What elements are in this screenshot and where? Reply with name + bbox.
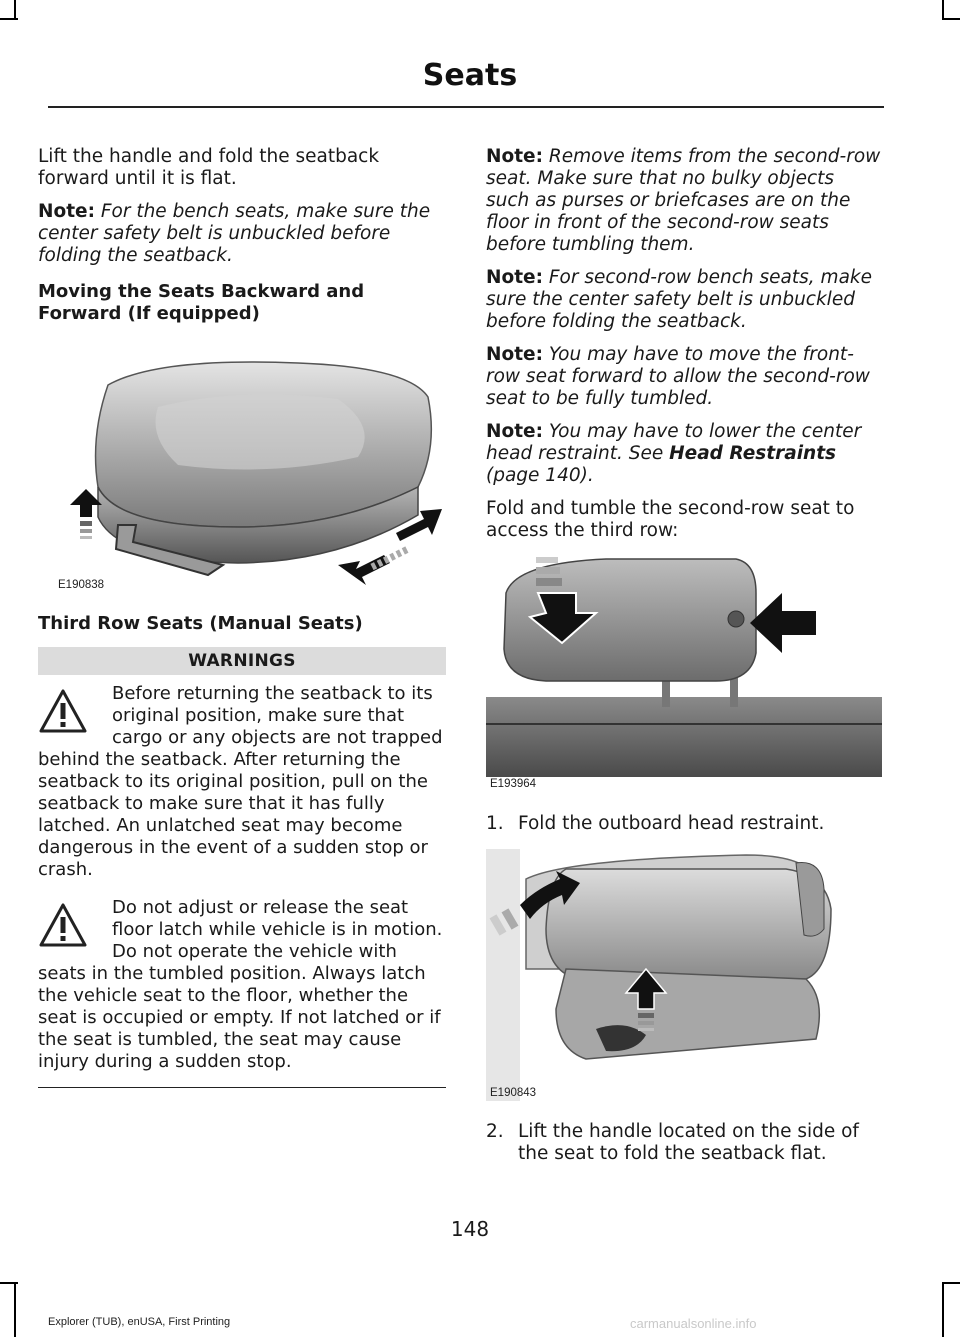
step-text: Fold the outboard head restraint. — [518, 813, 825, 834]
note-paragraph — [38, 201, 446, 267]
note-label: Note: — [486, 267, 543, 288]
watermark: carmanualsonline.info — [630, 1316, 757, 1331]
step-item — [486, 813, 882, 835]
step-number: 2. — [486, 1121, 504, 1142]
figure-code: E190843 — [490, 1087, 537, 1099]
warning-item — [38, 897, 446, 1073]
seat-cushion-illustration — [38, 337, 446, 595]
crop-mark — [942, 1282, 944, 1337]
note-label: Note: — [38, 201, 95, 222]
warnings-bottom-rule — [38, 1087, 446, 1088]
fold-intro-paragraph: Fold and tumble the second-row seat to access the third row: — [486, 498, 855, 541]
figure-code: E193964 — [490, 778, 537, 790]
note-paragraph — [486, 146, 882, 256]
crop-mark — [14, 0, 16, 18]
cross-reference-link[interactable]: Head Restraints — [669, 443, 837, 464]
seatback-handle-figure — [486, 849, 882, 1101]
note-label: Note: — [486, 421, 543, 442]
up-arrow-icon — [70, 489, 102, 539]
note-paragraph — [486, 421, 882, 487]
note-text: For the bench seats, make sure the center safety belt is unbuckled before folding the seatback. — [38, 201, 431, 266]
step-number: 1. — [486, 813, 504, 834]
warning-text: Before returning the seatback to its original position, make sure that cargo or any objects are not trapped behind the seatback. After returning the seatback to its original position, pull on the seatback to make sure that it has fully latched. An unlatched seat may become dangerous in the event of a sudden stop or crash. — [38, 683, 443, 880]
section-heading: Moving the Seats Backward and Forward (If equipped) — [38, 281, 365, 324]
crop-mark — [14, 1282, 16, 1337]
right-column — [486, 146, 882, 1175]
note-text: For second-row bench seats, make sure the center safety belt is unbuckled before folding the seatback. — [486, 267, 873, 332]
page-number: 148 — [450, 1217, 490, 1241]
intro-paragraph: Lift the handle and fold the seatback forward until it is flat. — [38, 146, 380, 189]
crop-mark — [942, 0, 944, 18]
page-reference: (page 140). — [486, 465, 594, 486]
note-label: Note: — [486, 344, 543, 365]
step-item — [486, 1121, 882, 1165]
page-title: Seats — [422, 58, 518, 93]
left-column — [38, 146, 446, 1088]
seat-slide-figure — [38, 337, 446, 595]
left-arrow-icon — [750, 593, 816, 653]
warning-triangle-icon — [38, 687, 88, 735]
warning-text: Do not adjust or release the seat floor latch while vehicle is in motion. Do not operate the vehicle with seats in the tumbled position. Always latch the vehicle seat to the floor, whether the seat is occupied or empty. If not latched or if the seat is tumbled, the seat may cause injury during a sudden stop. — [38, 897, 443, 1072]
note-text: You may have to lower the center head restraint. See — [486, 421, 862, 464]
seat-handle-illustration — [486, 849, 882, 1101]
warnings-box — [38, 647, 446, 1088]
head-restraint-illustration — [486, 553, 882, 791]
warnings-title: WARNINGS — [38, 647, 446, 675]
note-paragraph — [486, 344, 882, 410]
warning-triangle-icon — [38, 901, 88, 949]
warning-item — [38, 683, 446, 881]
note-text: Remove items from the second-row seat. Make sure that no bulky objects such as purses or briefcases are on the floor in front of the second-row seats before tumbling them. — [486, 146, 881, 255]
crop-mark — [942, 18, 960, 20]
step-text: Lift the handle located on the side of the seat to fold the seatback flat. — [518, 1121, 859, 1164]
crop-mark — [0, 18, 18, 20]
header-divider — [48, 106, 884, 108]
crop-mark — [942, 1282, 960, 1284]
head-restraint-figure — [486, 553, 882, 791]
crop-mark — [0, 1282, 18, 1284]
section-heading: Third Row Seats (Manual Seats) — [38, 613, 363, 634]
figure-code: E190838 — [58, 579, 105, 591]
note-label: Note: — [486, 146, 543, 167]
note-paragraph — [486, 267, 882, 333]
note-text: You may have to move the front-row seat forward to allow the second-row seat to be fully tumbled. — [486, 344, 870, 409]
footer-text: Explorer (TUB), enUSA, First Printing — [48, 1316, 231, 1328]
